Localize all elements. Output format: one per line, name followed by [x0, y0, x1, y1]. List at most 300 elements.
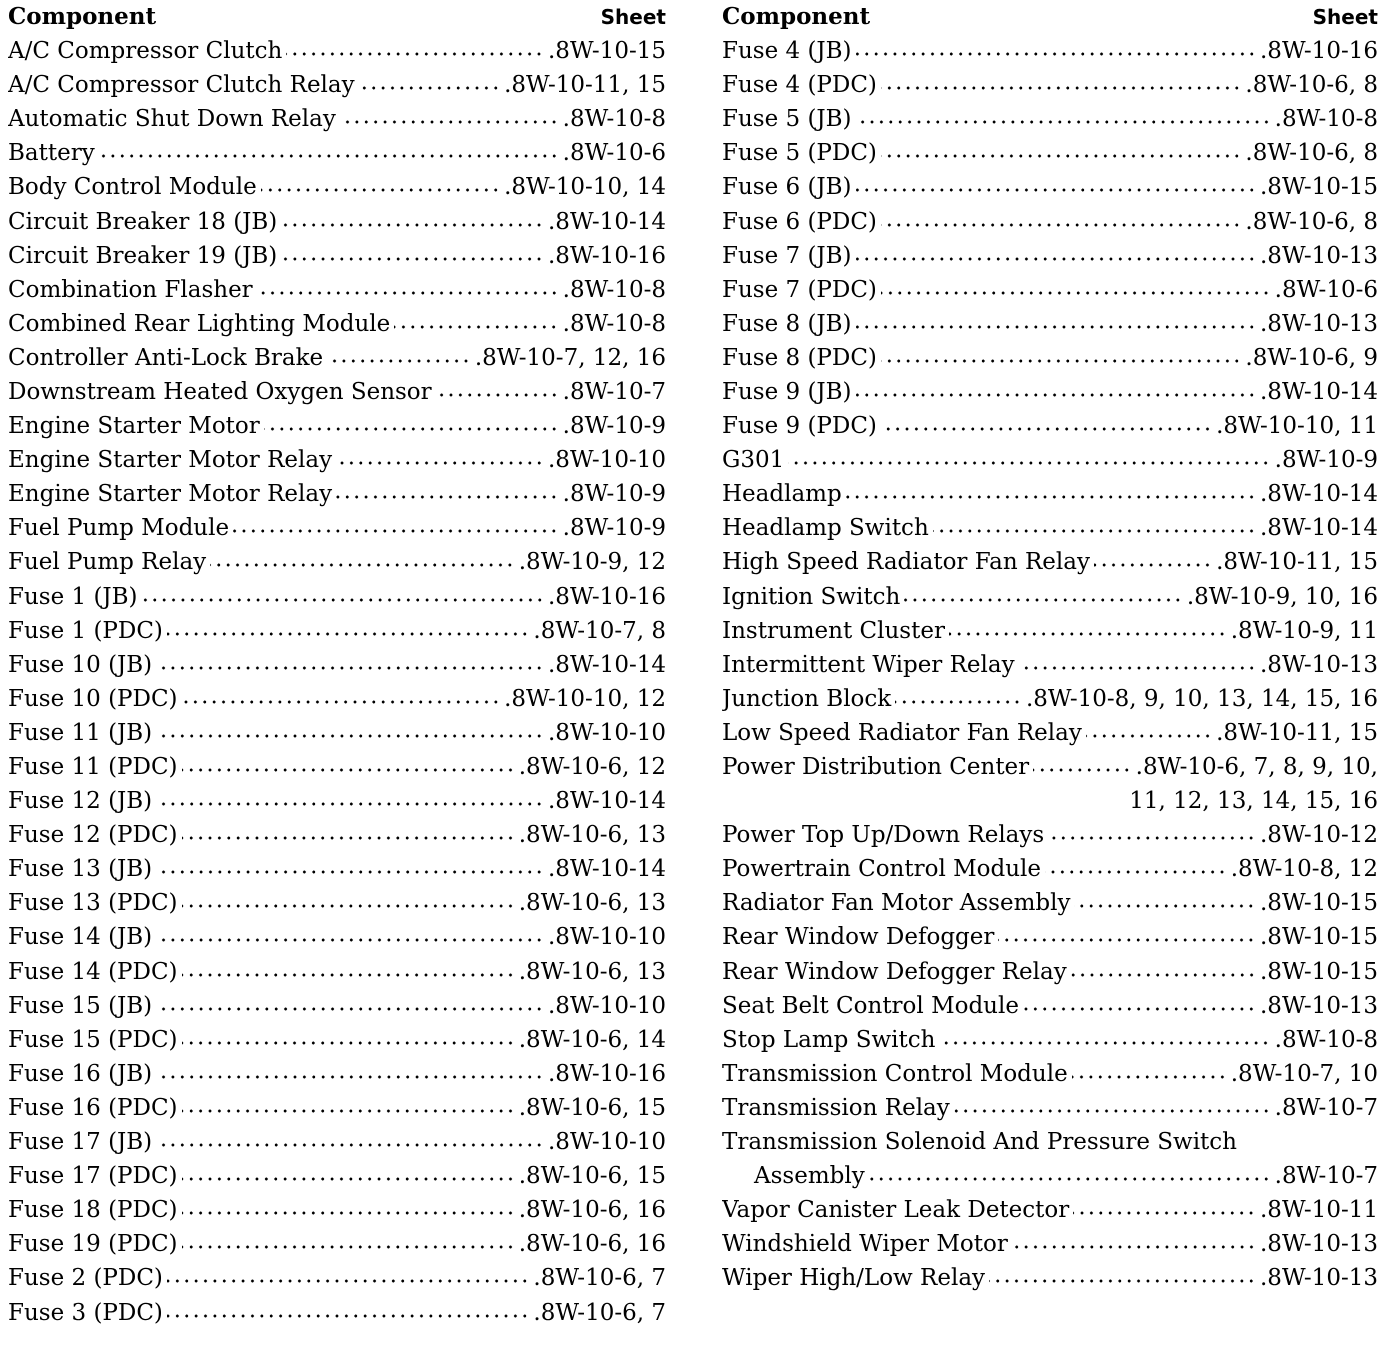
entry-component-name: Instrument Cluster	[722, 617, 945, 644]
entry-component-name: Fuse 13 (JB)	[8, 856, 153, 883]
entry-sheet: .8W-10-7	[1274, 1094, 1378, 1121]
entry-sheet: .8W-10-13	[1260, 242, 1378, 269]
entry-component-name: Windshield Wiper Motor	[722, 1231, 1008, 1258]
entry-component-name: Intermittent Wiper Relay	[722, 651, 1015, 678]
entry-sheet: .8W-10-6, 16	[518, 1197, 666, 1224]
index-entry	[8, 1125, 666, 1159]
dot-leader	[182, 972, 515, 978]
entry-sheet: .8W-10-6, 13	[518, 822, 666, 849]
dot-leader	[340, 119, 559, 125]
entry-component-name: Fuse 5 (JB)	[722, 106, 852, 133]
sheet-column-header: Sheet	[600, 5, 666, 29]
entry-component-name: Assembly	[754, 1163, 865, 1190]
entry-sheet: .8W-10-6, 13	[518, 958, 666, 985]
entry-sheet: .8W-10-11, 15	[504, 72, 666, 99]
index-entry	[722, 1261, 1378, 1295]
index-entry	[8, 341, 666, 375]
entry-component-name: Wiper High/Low Relay	[722, 1265, 986, 1292]
entry-component-name: Fuse 15 (JB)	[8, 992, 153, 1019]
dot-leader	[167, 1313, 529, 1319]
index-entry	[722, 784, 1378, 818]
index-entry	[722, 307, 1378, 341]
entry-component-name: Fuse 11 (PDC)	[8, 754, 178, 781]
entry-component-name: Fuse 7 (PDC)	[722, 276, 877, 303]
dot-leader	[281, 222, 544, 228]
dot-leader	[156, 665, 544, 671]
entry-component-name: Fuse 6 (JB)	[722, 174, 852, 201]
entry-sheet: .8W-10-6, 7	[533, 1265, 666, 1292]
entry-component-name: Fuse 1 (JB)	[8, 583, 138, 610]
entry-sheet: .8W-10-13	[1260, 992, 1378, 1019]
index-entry	[8, 648, 666, 682]
entry-component-name: Fuse 4 (PDC)	[722, 72, 877, 99]
dot-leader	[142, 597, 544, 603]
index-entry	[8, 886, 666, 920]
dot-leader	[1073, 1210, 1256, 1216]
entry-sheet: .8W-10-8	[1274, 106, 1378, 133]
index-entry	[8, 307, 666, 341]
index-entry	[722, 716, 1378, 750]
entry-sheet: .8W-10-6, 16	[518, 1231, 666, 1258]
dot-leader	[1019, 665, 1256, 671]
dot-leader	[1045, 869, 1227, 875]
left-header-row	[8, 0, 666, 34]
entry-sheet: .8W-10-15	[1260, 958, 1378, 985]
entry-component-name: Fuse 9 (JB)	[722, 378, 852, 405]
entry-component-name: Fuse 14 (JB)	[8, 924, 153, 951]
entry-sheet: .8W-10-11, 15	[1216, 719, 1378, 746]
entry-component-name: Power Top Up/Down Relays	[722, 822, 1045, 849]
entry-sheet: .8W-10-13	[1260, 310, 1378, 337]
entry-component-name: Stop Lamp Switch	[722, 1026, 936, 1053]
entry-sheet: .8W-10-16	[548, 1060, 666, 1087]
dot-leader	[998, 937, 1256, 943]
entry-sheet: .8W-10-14	[548, 856, 666, 883]
index-entry	[722, 1193, 1378, 1227]
index-entry	[722, 1057, 1378, 1091]
index-entry	[722, 68, 1378, 102]
index-entry	[8, 580, 666, 614]
dot-leader	[1033, 767, 1132, 773]
dot-leader	[939, 1040, 1270, 1046]
dot-leader	[856, 324, 1256, 330]
index-entry	[722, 955, 1378, 989]
entry-sheet: .8W-10-13	[1260, 1231, 1378, 1258]
entry-sheet: .8W-10-8, 9, 10, 13, 14, 15, 16	[1025, 685, 1378, 712]
index-entry	[722, 1023, 1378, 1057]
dot-leader	[182, 1210, 515, 1216]
entry-component-name: A/C Compressor Clutch Relay	[8, 72, 355, 99]
index-entry	[8, 682, 666, 716]
sheet-column-header: Sheet	[1312, 5, 1378, 29]
entry-sheet: .8W-10-14	[548, 208, 666, 235]
index-entry	[8, 1023, 666, 1057]
entry-component-name: Transmission Control Module	[722, 1060, 1068, 1087]
entry-component-name: Fuel Pump Relay	[8, 549, 207, 576]
index-entry	[722, 545, 1378, 579]
index-entry	[8, 784, 666, 818]
index-entry	[722, 1125, 1378, 1159]
index-entry	[8, 1091, 666, 1125]
entry-sheet: .8W-10-16	[548, 242, 666, 269]
index-entry	[722, 920, 1378, 954]
entry-sheet: .8W-10-6, 8	[1245, 72, 1378, 99]
dot-leader	[1023, 1006, 1256, 1012]
dot-leader	[1094, 562, 1212, 568]
dot-leader	[156, 937, 544, 943]
entry-component-name: Fuse 19 (PDC)	[8, 1231, 178, 1258]
dot-leader	[182, 903, 515, 909]
dot-leader	[182, 835, 515, 841]
entry-sheet: .8W-10-6	[562, 140, 666, 167]
index-entry	[8, 511, 666, 545]
dot-leader	[156, 869, 544, 875]
dot-leader	[336, 460, 544, 466]
entry-component-name: Combination Flasher	[8, 276, 253, 303]
index-entry	[8, 170, 666, 204]
entry-sheet: .8W-10-14	[1260, 378, 1378, 405]
index-entry	[8, 818, 666, 852]
left-entry-list	[8, 34, 666, 1330]
dot-leader	[881, 358, 1241, 364]
entry-component-name: Circuit Breaker 18 (JB)	[8, 208, 278, 235]
entry-component-name: Body Control Module	[8, 174, 257, 201]
entry-component-name: Fuse 5 (PDC)	[722, 140, 877, 167]
entry-sheet: .8W-10-7, 8	[533, 617, 666, 644]
entry-sheet: .8W-10-8	[562, 310, 666, 337]
entry-sheet: .8W-10-6, 13	[518, 890, 666, 917]
index-entry	[8, 920, 666, 954]
dot-leader	[881, 222, 1241, 228]
dot-leader	[869, 1176, 1271, 1182]
entry-component-name: Headlamp Switch	[722, 515, 929, 542]
entry-sheet: .8W-10-9, 10, 16	[1186, 583, 1378, 610]
dot-leader	[856, 119, 1271, 125]
entry-sheet: .8W-10-10, 12	[504, 685, 666, 712]
entry-component-name: Power Distribution Center	[722, 754, 1030, 781]
index-entry	[8, 375, 666, 409]
index-entry	[8, 136, 666, 170]
dot-leader	[182, 699, 501, 705]
entry-component-name: Fuel Pump Module	[8, 515, 230, 542]
right-header-row	[722, 0, 1378, 34]
component-column-header: Component	[8, 3, 157, 30]
dot-leader	[933, 528, 1256, 534]
dot-leader	[156, 1006, 544, 1012]
entry-component-name: Fuse 17 (JB)	[8, 1129, 153, 1156]
entry-component-name: Headlamp	[722, 481, 842, 508]
dot-leader	[156, 733, 544, 739]
entry-component-name: Fuse 15 (PDC)	[8, 1026, 178, 1053]
entry-sheet: .8W-10-10	[548, 1129, 666, 1156]
entry-sheet: .8W-10-14	[1260, 481, 1378, 508]
right-entry-list	[722, 34, 1378, 1295]
entry-sheet: .8W-10-6, 9	[1245, 344, 1378, 371]
dot-leader	[182, 1108, 515, 1114]
entry-component-name: Battery	[8, 140, 95, 167]
entry-component-name: Fuse 13 (PDC)	[8, 890, 178, 917]
index-entry	[722, 375, 1378, 409]
index-entry	[8, 443, 666, 477]
dot-leader	[286, 51, 544, 57]
dot-leader	[359, 85, 500, 91]
entry-component-name: Fuse 16 (JB)	[8, 1060, 153, 1087]
dot-leader	[856, 51, 1256, 57]
dot-leader	[156, 801, 544, 807]
entry-component-name: Engine Starter Motor Relay	[8, 447, 333, 474]
entry-sheet: .8W-10-8	[562, 106, 666, 133]
dot-leader	[264, 426, 559, 432]
dot-leader	[394, 324, 558, 330]
entry-component-name: Ignition Switch	[722, 583, 901, 610]
entry-sheet: .8W-10-10	[548, 719, 666, 746]
dot-leader	[949, 631, 1227, 637]
entry-component-name: Controller Anti-Lock Brake	[8, 344, 324, 371]
entry-component-name: Automatic Shut Down Relay	[8, 106, 336, 133]
dot-leader	[99, 153, 559, 159]
index-entry	[722, 273, 1378, 307]
entry-sheet: .8W-10-14	[1260, 515, 1378, 542]
dot-leader	[436, 392, 559, 398]
entry-component-name: Junction Block	[722, 685, 892, 712]
entry-component-name: Rear Window Defogger Relay	[722, 958, 1067, 985]
dot-leader	[281, 256, 544, 262]
entry-sheet: .8W-10-15	[1260, 924, 1378, 951]
dot-leader	[156, 1074, 544, 1080]
entry-component-name: Fuse 10 (PDC)	[8, 685, 178, 712]
entry-component-name: Fuse 1 (PDC)	[8, 617, 163, 644]
dot-leader	[182, 1040, 515, 1046]
dot-leader	[261, 187, 500, 193]
dot-leader	[167, 1278, 529, 1284]
dot-leader	[881, 290, 1271, 296]
entry-sheet: .8W-10-6	[1274, 276, 1378, 303]
dot-leader	[1071, 972, 1256, 978]
entry-sheet: .8W-10-6, 7, 8, 9, 10,	[1135, 754, 1378, 781]
entry-component-name: Fuse 6 (PDC)	[722, 208, 877, 235]
dot-leader	[788, 460, 1270, 466]
component-column-header: Component	[722, 3, 871, 30]
dot-leader	[846, 494, 1256, 500]
entry-sheet: .8W-10-13	[1260, 1265, 1378, 1292]
index-entry	[8, 1295, 666, 1329]
entry-sheet: .8W-10-15	[548, 38, 666, 65]
index-entry	[722, 852, 1378, 886]
dot-leader	[1048, 835, 1256, 841]
entry-component-name: Fuse 12 (JB)	[8, 788, 153, 815]
entry-component-name: Radiator Fan Motor Assembly	[722, 890, 1071, 917]
entry-sheet: .8W-10-9, 12	[518, 549, 666, 576]
entry-component-name: Fuse 10 (JB)	[8, 651, 153, 678]
entry-component-name: Fuse 9 (PDC)	[722, 413, 877, 440]
entry-sheet: .8W-10-10	[548, 924, 666, 951]
dot-leader	[156, 1142, 544, 1148]
dot-leader	[182, 1244, 515, 1250]
index-entry	[8, 477, 666, 511]
entry-component-name: Circuit Breaker 19 (JB)	[8, 242, 278, 269]
entry-sheet: 11, 12, 13, 14, 15, 16	[1129, 788, 1378, 815]
entry-sheet: .8W-10-14	[548, 788, 666, 815]
entry-component-name: Fuse 17 (PDC)	[8, 1163, 178, 1190]
entry-sheet: .8W-10-8, 12	[1230, 856, 1378, 883]
index-entry	[722, 750, 1378, 784]
entry-component-name: Engine Starter Motor Relay	[8, 481, 333, 508]
dot-leader	[881, 153, 1241, 159]
entry-sheet: .8W-10-9	[562, 413, 666, 440]
index-entry	[722, 614, 1378, 648]
entry-component-name: Fuse 8 (JB)	[722, 310, 852, 337]
index-entry	[8, 852, 666, 886]
entry-sheet: .8W-10-6, 15	[518, 1094, 666, 1121]
index-entry	[8, 239, 666, 273]
entry-sheet: .8W-10-14	[548, 651, 666, 678]
entry-component-name: Vapor Canister Leak Detector	[722, 1197, 1070, 1224]
dot-leader	[182, 767, 515, 773]
entry-component-name: Fuse 14 (PDC)	[8, 958, 178, 985]
index-entry	[8, 204, 666, 238]
index-entry	[722, 34, 1378, 68]
index-entry	[722, 341, 1378, 375]
left-column	[8, 0, 666, 1330]
entry-sheet: .8W-10-11	[1260, 1197, 1378, 1224]
entry-component-name: Powertrain Control Module	[722, 856, 1042, 883]
entry-component-name: Rear Window Defogger	[722, 924, 995, 951]
dot-leader	[881, 85, 1241, 91]
entry-component-name: Fuse 8 (PDC)	[722, 344, 877, 371]
index-entry	[8, 750, 666, 784]
entry-sheet: .8W-10-7, 12, 16	[474, 344, 666, 371]
index-entry	[722, 204, 1378, 238]
dot-leader	[182, 1176, 515, 1182]
dot-leader	[336, 494, 559, 500]
entry-component-name: Engine Starter Motor	[8, 413, 260, 440]
dot-leader	[895, 699, 1022, 705]
dot-leader	[167, 631, 529, 637]
index-entry	[722, 1227, 1378, 1261]
entry-component-name: Seat Belt Control Module	[722, 992, 1019, 1019]
index-entry	[8, 68, 666, 102]
entry-sheet: .8W-10-9, 11	[1230, 617, 1378, 644]
entry-component-name: Fuse 7 (JB)	[722, 242, 852, 269]
index-entry	[722, 1159, 1378, 1193]
dot-leader	[904, 597, 1183, 603]
dot-leader	[327, 358, 471, 364]
index-entry	[722, 511, 1378, 545]
index-entry	[8, 1227, 666, 1261]
index-entry	[722, 989, 1378, 1023]
entry-sheet: .8W-10-6, 8	[1245, 140, 1378, 167]
index-entry	[8, 716, 666, 750]
entry-sheet: .8W-10-10, 11	[1216, 413, 1378, 440]
entry-component-name: A/C Compressor Clutch	[8, 38, 283, 65]
entry-component-name: G301	[722, 447, 785, 474]
index-entry	[722, 409, 1378, 443]
entry-sheet: .8W-10-8	[1274, 1026, 1378, 1053]
index-entry	[8, 1261, 666, 1295]
index-entry	[8, 34, 666, 68]
index-entry	[722, 239, 1378, 273]
entry-component-name: Low Speed Radiator Fan Relay	[722, 719, 1082, 746]
dot-leader	[989, 1278, 1256, 1284]
index-entry	[722, 102, 1378, 136]
entry-sheet: .8W-10-13	[1260, 651, 1378, 678]
entry-sheet: .8W-10-6, 14	[518, 1026, 666, 1053]
entry-component-name: Downstream Heated Oxygen Sensor	[8, 378, 432, 405]
dot-leader	[1012, 1244, 1256, 1250]
dot-leader	[210, 562, 515, 568]
entry-sheet: .8W-10-16	[548, 583, 666, 610]
dot-leader	[1072, 1074, 1227, 1080]
entry-sheet: .8W-10-15	[1260, 174, 1378, 201]
entry-component-name: Fuse 2 (PDC)	[8, 1265, 163, 1292]
entry-sheet: .8W-10-6, 7	[533, 1299, 666, 1326]
dot-leader	[954, 1108, 1271, 1114]
index-entry	[722, 136, 1378, 170]
index-entry	[722, 443, 1378, 477]
entry-sheet: .8W-10-6, 8	[1245, 208, 1378, 235]
index-entry	[722, 818, 1378, 852]
entry-component-name: Fuse 18 (PDC)	[8, 1197, 178, 1224]
right-column	[722, 0, 1378, 1295]
entry-sheet: .8W-10-10	[548, 992, 666, 1019]
entry-component-name: Fuse 11 (JB)	[8, 719, 153, 746]
entry-sheet: .8W-10-7	[562, 378, 666, 405]
index-entry	[8, 1193, 666, 1227]
index-entry	[722, 1091, 1378, 1125]
entry-sheet: .8W-10-6, 12	[518, 754, 666, 781]
entry-sheet: .8W-10-7, 10	[1230, 1060, 1378, 1087]
entry-component-name: Fuse 12 (PDC)	[8, 822, 178, 849]
entry-sheet: .8W-10-10, 14	[504, 174, 666, 201]
dot-leader	[881, 426, 1212, 432]
entry-sheet: .8W-10-15	[1260, 890, 1378, 917]
entry-sheet: .8W-10-9	[562, 481, 666, 508]
entry-sheet: .8W-10-10	[548, 447, 666, 474]
dot-leader	[856, 392, 1256, 398]
entry-component-name: Fuse 4 (JB)	[722, 38, 852, 65]
entry-sheet: .8W-10-16	[1260, 38, 1378, 65]
entry-sheet: .8W-10-11, 15	[1216, 549, 1378, 576]
dot-leader	[233, 528, 559, 534]
entry-sheet: .8W-10-12	[1260, 822, 1378, 849]
index-entry	[722, 886, 1378, 920]
dot-leader	[257, 290, 559, 296]
entry-component-name: Transmission Solenoid And Pressure Switch	[722, 1129, 1237, 1156]
dot-leader	[1086, 733, 1212, 739]
index-entry	[8, 102, 666, 136]
index-entry	[722, 477, 1378, 511]
index-entry	[8, 409, 666, 443]
index-entry	[8, 1159, 666, 1193]
entry-sheet: .8W-10-8	[562, 276, 666, 303]
index-entry	[8, 989, 666, 1023]
index-entry	[722, 580, 1378, 614]
entry-sheet: .8W-10-9	[562, 515, 666, 542]
index-entry	[8, 955, 666, 989]
index-entry	[722, 682, 1378, 716]
dot-leader	[856, 187, 1256, 193]
entry-component-name: High Speed Radiator Fan Relay	[722, 549, 1090, 576]
dot-leader	[856, 256, 1256, 262]
entry-sheet: .8W-10-6, 15	[518, 1163, 666, 1190]
entry-sheet: .8W-10-9	[1274, 447, 1378, 474]
entry-component-name: Fuse 3 (PDC)	[8, 1299, 163, 1326]
entry-sheet: .8W-10-7	[1274, 1163, 1378, 1190]
index-entry	[722, 170, 1378, 204]
index-entry	[8, 273, 666, 307]
entry-component-name: Combined Rear Lighting Module	[8, 310, 391, 337]
index-entry	[8, 1057, 666, 1091]
